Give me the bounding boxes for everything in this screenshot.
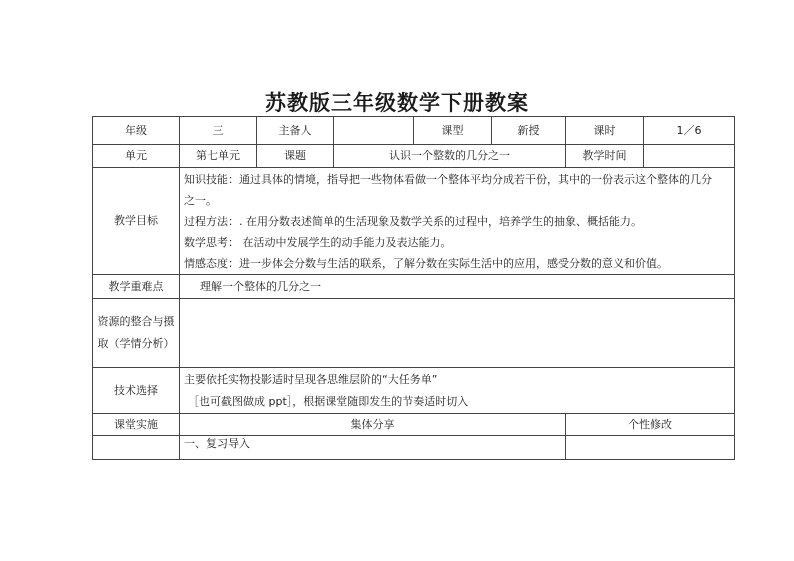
shared-column-header: 集体分享: [180, 414, 566, 436]
resources-value: [180, 299, 735, 368]
resources-label: 资源的整合与摄取（学情分析）: [93, 299, 180, 368]
table-row-implementation-header: [93, 414, 735, 436]
implementation-empty-cell: [93, 436, 180, 460]
goal-line: 过程方法：. 在用分数表述简单的生活现象及数学关系的过程中，培养学生的抽象、概括能力。: [184, 214, 642, 228]
goal-line: 之一。: [184, 193, 217, 207]
grade-label: 年级: [93, 117, 180, 145]
tech-content: [180, 368, 735, 414]
personal-edit-cell: [566, 436, 735, 460]
goals-content: [180, 168, 735, 275]
period-label: 课时: [566, 117, 644, 145]
table-row-tech: [93, 368, 735, 414]
table-row-implementation-body: [93, 436, 735, 460]
tech-line: ［也可截图做成 ppt］，根据课堂随即发生的节奏适时切入: [188, 394, 469, 408]
unit-label: 单元: [93, 145, 180, 168]
goal-line: 情感态度：进一步体会分数与生活的联系，了解分数在实际生活中的应用，感受分数的意义和价值。: [184, 256, 668, 270]
document-title: 苏教版三年级数学下册教案: [265, 91, 529, 115]
implementation-label: 课堂实施: [93, 414, 180, 436]
tech-label: 技术选择: [93, 368, 180, 414]
teaching-time-label: 教学时间: [566, 145, 644, 168]
tech-line: 主要依托实物投影适时呈现各思维层阶的“大任务单”: [184, 372, 438, 386]
table-row-unit: [93, 145, 735, 168]
preparer-value: [334, 117, 414, 145]
table-row-keypoints: [93, 275, 735, 299]
keypoints-value: 理解一个整体的几分之一: [180, 275, 735, 299]
review-intro-item: 一、复习导入: [180, 436, 566, 460]
goal-line: 知识技能：通过具体的情境，指导把一些物体看做一个整体平均分成若干份，其中的一份表示这个整体的几分: [184, 172, 712, 186]
preparer-label: 主备人: [257, 117, 334, 145]
personal-column-header: 个性修改: [566, 414, 735, 436]
table-row-resources: [93, 299, 735, 368]
teaching-time-value: [644, 145, 735, 168]
period-value: 1／6: [644, 117, 735, 145]
topic-label: 课题: [257, 145, 334, 168]
lesson-type-label: 课型: [414, 117, 492, 145]
table-row-goals: [93, 168, 735, 275]
topic-value: 认识一个整数的几分之一: [334, 145, 566, 168]
goals-label: 教学目标: [93, 168, 180, 275]
keypoints-label: 教学重难点: [93, 275, 180, 299]
lesson-plan-table: [92, 116, 735, 460]
goal-line: 数学思考： 在活动中发展学生的动手能力及表达能力。: [184, 235, 452, 249]
lesson-type-value: 新授: [492, 117, 566, 145]
table-row-header-info: [93, 117, 735, 145]
unit-value: 第七单元: [180, 145, 257, 168]
grade-value: 三: [180, 117, 257, 145]
